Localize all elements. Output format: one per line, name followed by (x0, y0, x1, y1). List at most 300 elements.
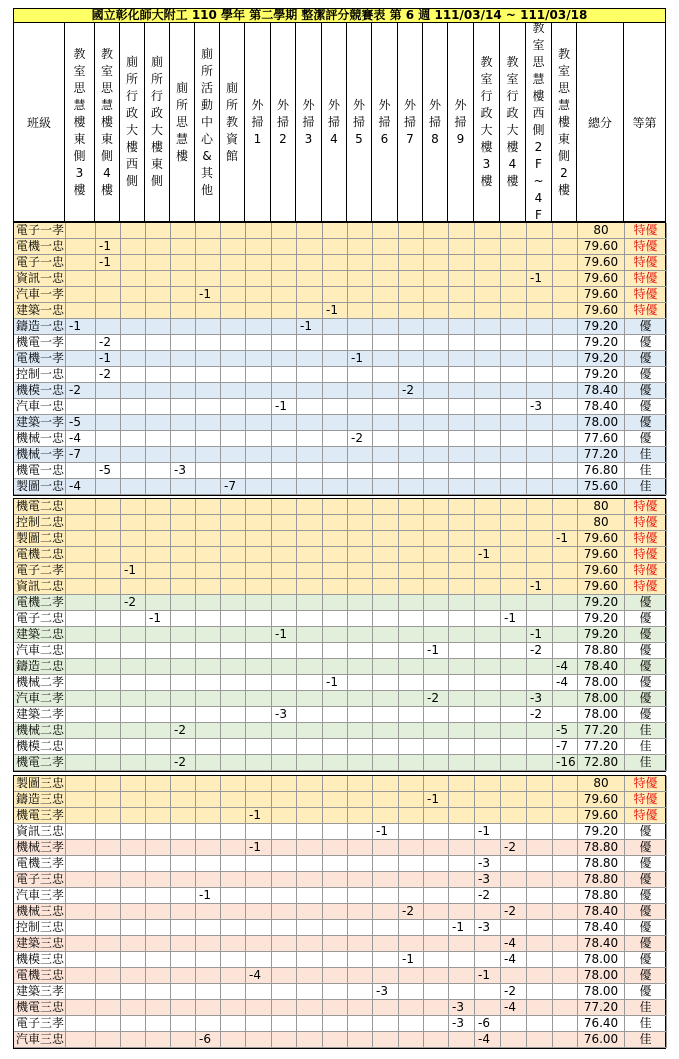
grade-label: 優 (625, 383, 667, 399)
score-cell (449, 824, 475, 840)
score-cell: -4 (501, 952, 527, 968)
score-cell (121, 319, 146, 335)
table-row (14, 479, 665, 495)
score-cell (221, 755, 246, 771)
score-cell (323, 399, 348, 415)
score-cell (96, 531, 121, 547)
score-cell (323, 223, 348, 239)
score-cell (171, 840, 196, 856)
score-cell (221, 499, 246, 515)
score-cell (553, 627, 578, 643)
score-cell (297, 239, 323, 255)
score-cell (146, 968, 171, 984)
class-name: 電機一孝 (16, 351, 65, 365)
score-cell (553, 856, 578, 872)
total-score: 79.60 (578, 579, 625, 595)
score-cell (501, 920, 527, 936)
grade-label: 優 (625, 399, 667, 415)
total-score: 79.60 (578, 547, 625, 563)
score-cell (348, 415, 373, 431)
score-cell (475, 808, 501, 824)
score-cell (527, 723, 553, 739)
grade-label: 佳 (625, 447, 667, 463)
score-cell (171, 920, 196, 936)
score-cell (297, 303, 323, 319)
score-cell (424, 920, 449, 936)
score-cell (399, 319, 424, 335)
score-cell (171, 579, 196, 595)
score-cell (121, 415, 146, 431)
score-cell (527, 415, 553, 431)
total-score: 77.20 (578, 739, 625, 755)
score-cell (501, 643, 527, 659)
table-row (14, 824, 665, 840)
score-cell (297, 515, 323, 531)
score-cell (449, 904, 475, 920)
score-cell (146, 1000, 171, 1016)
score-cell (221, 367, 246, 383)
score-cell (323, 627, 348, 643)
score-cell (501, 431, 527, 447)
grade-label: 優 (625, 595, 667, 611)
score-cell (399, 936, 424, 952)
score-cell (272, 739, 297, 755)
score-cell (449, 723, 475, 739)
score-cell (96, 447, 121, 463)
score-cell (297, 691, 323, 707)
score-cell (272, 936, 297, 952)
score-cell (348, 707, 373, 723)
score-cell (323, 611, 348, 627)
score-cell (553, 872, 578, 888)
score-cell (323, 984, 348, 1000)
grade-label: 優 (625, 319, 667, 335)
score-cell (501, 579, 527, 595)
score-cell (323, 383, 348, 399)
score-cell (323, 952, 348, 968)
score-cell (297, 840, 323, 856)
score-cell (96, 223, 121, 239)
score-cell (171, 319, 196, 335)
score-cell: -2 (399, 904, 424, 920)
score-cell (373, 1032, 399, 1048)
score-cell (449, 755, 475, 771)
score-cell (527, 239, 553, 255)
score-cell: -1 (527, 271, 553, 287)
score-cell (171, 691, 196, 707)
table-row (14, 531, 665, 547)
score-cell (399, 776, 424, 792)
score-cell (121, 447, 146, 463)
score-cell (272, 856, 297, 872)
score-cell (297, 872, 323, 888)
score-cell (272, 463, 297, 479)
score-cell (553, 515, 578, 531)
score-cell (297, 415, 323, 431)
total-score: 78.40 (578, 920, 625, 936)
score-cell (373, 515, 399, 531)
total-score: 78.80 (578, 856, 625, 872)
score-cell (373, 952, 399, 968)
class-name: 電機一忠 (16, 239, 65, 253)
score-cell (323, 936, 348, 952)
score-cell (66, 1032, 96, 1048)
score-cell (246, 399, 272, 415)
score-cell: -3 (475, 872, 501, 888)
score-cell (449, 776, 475, 792)
score-cell (196, 856, 221, 872)
score-cell (66, 255, 96, 271)
score-cell (501, 659, 527, 675)
score-cell (475, 223, 501, 239)
grade-label: 優 (625, 675, 667, 691)
score-cell (297, 659, 323, 675)
score-cell (399, 1000, 424, 1016)
score-cell (196, 904, 221, 920)
class-name: 機電三忠 (16, 1000, 65, 1014)
class-name: 汽車三孝 (16, 888, 65, 902)
score-cell (475, 563, 501, 579)
score-cell (373, 595, 399, 611)
score-cell (171, 223, 196, 239)
score-cell: -4 (553, 659, 578, 675)
class-name: 機械一孝 (16, 447, 65, 461)
score-cell: -4 (553, 675, 578, 691)
score-cell (373, 547, 399, 563)
score-cell (246, 223, 272, 239)
score-cell (297, 675, 323, 691)
score-cell: -1 (527, 627, 553, 643)
score-cell (246, 1000, 272, 1016)
score-cell (171, 563, 196, 579)
header-col-14: 外 掃 7 (398, 23, 423, 222)
score-cell (449, 303, 475, 319)
score-cell (449, 984, 475, 1000)
score-cell (297, 936, 323, 952)
score-cell (399, 984, 424, 1000)
score-cell (171, 888, 196, 904)
score-cell (373, 383, 399, 399)
score-cell (196, 627, 221, 643)
score-cell (424, 856, 449, 872)
table-row (14, 303, 665, 319)
score-cell: -2 (66, 383, 96, 399)
score-cell (171, 936, 196, 952)
score-cell: -2 (527, 707, 553, 723)
score-cell (348, 643, 373, 659)
score-cell: -2 (424, 691, 449, 707)
total-score: 76.00 (578, 1032, 625, 1048)
score-cell (246, 367, 272, 383)
score-cell: -1 (246, 840, 272, 856)
score-cell (246, 723, 272, 739)
score-cell (297, 984, 323, 1000)
table-row (14, 643, 665, 659)
score-cell (323, 888, 348, 904)
score-cell (196, 723, 221, 739)
table-row (14, 675, 665, 691)
score-cell (221, 659, 246, 675)
score-cell (348, 1032, 373, 1048)
score-cell (121, 856, 146, 872)
score-cell (196, 383, 221, 399)
score-cell (121, 579, 146, 595)
score-cell (272, 531, 297, 547)
class-name: 電子二孝 (16, 563, 65, 577)
score-cell (196, 547, 221, 563)
total-score: 77.60 (578, 431, 625, 447)
score-cell (373, 351, 399, 367)
header-col-11: 外 掃 4 (322, 23, 347, 222)
score-cell (323, 415, 348, 431)
score-cell (501, 287, 527, 303)
score-cell (501, 872, 527, 888)
score-cell (373, 872, 399, 888)
score-cell: -1 (553, 531, 578, 547)
score-cell (424, 707, 449, 723)
score-cell (527, 920, 553, 936)
score-cell (373, 904, 399, 920)
score-cell (399, 415, 424, 431)
score-cell (449, 872, 475, 888)
score-cell (553, 936, 578, 952)
score-cell (399, 335, 424, 351)
score-cell (221, 287, 246, 303)
score-cell (297, 595, 323, 611)
grade-label: 特優 (625, 531, 667, 547)
score-cell (272, 611, 297, 627)
score-cell (527, 675, 553, 691)
score-cell (66, 936, 96, 952)
score-cell (475, 611, 501, 627)
score-cell (399, 691, 424, 707)
score-cell (272, 643, 297, 659)
score-cell (246, 499, 272, 515)
score-cell (424, 303, 449, 319)
score-cell (449, 335, 475, 351)
score-cell (348, 691, 373, 707)
score-cell: -2 (475, 888, 501, 904)
score-cell (449, 840, 475, 856)
score-cell (246, 271, 272, 287)
class-name: 機械三忠 (16, 904, 65, 918)
score-cell (246, 739, 272, 755)
score-cell (553, 776, 578, 792)
score-cell (399, 611, 424, 627)
score-cell (272, 479, 297, 495)
score-cell (297, 808, 323, 824)
grade-label: 優 (625, 707, 667, 723)
score-cell (246, 952, 272, 968)
score-cell: -1 (96, 351, 121, 367)
score-cell (373, 888, 399, 904)
score-cell (501, 1016, 527, 1032)
score-cell (399, 351, 424, 367)
score-cell: -2 (348, 431, 373, 447)
score-cell (221, 643, 246, 659)
score-cell (66, 888, 96, 904)
score-cell (146, 824, 171, 840)
score-cell (66, 824, 96, 840)
score-cell (272, 659, 297, 675)
score-cell (348, 479, 373, 495)
score-cell (501, 367, 527, 383)
score-cell (475, 319, 501, 335)
table-row (14, 611, 665, 627)
score-cell (96, 872, 121, 888)
score-cell (399, 792, 424, 808)
score-cell (96, 952, 121, 968)
header-col-9: 外 掃 2 (271, 23, 296, 222)
score-cell (553, 319, 578, 335)
score-cell (221, 1000, 246, 1016)
score-cell (171, 675, 196, 691)
score-cell (146, 531, 171, 547)
grade-label: 優 (625, 415, 667, 431)
table-row (14, 755, 665, 771)
score-cell (246, 415, 272, 431)
score-cell (424, 1000, 449, 1016)
score-cell (221, 1016, 246, 1032)
class-name: 機電二孝 (16, 755, 65, 769)
score-cell (66, 499, 96, 515)
score-cell (66, 531, 96, 547)
score-cell (171, 824, 196, 840)
score-cell (424, 515, 449, 531)
score-cell (373, 808, 399, 824)
score-cell (475, 303, 501, 319)
score-cell (196, 1016, 221, 1032)
score-cell (146, 739, 171, 755)
table-row (14, 627, 665, 643)
score-cell (171, 872, 196, 888)
score-cell (96, 287, 121, 303)
score-cell (323, 856, 348, 872)
score-cell: -1 (424, 792, 449, 808)
score-cell (146, 675, 171, 691)
score-cell (399, 255, 424, 271)
score-cell: -2 (501, 904, 527, 920)
score-cell: -4 (66, 479, 96, 495)
score-cell (373, 255, 399, 271)
score-cell (272, 904, 297, 920)
score-cell (171, 255, 196, 271)
table-row (14, 856, 665, 872)
score-cell (501, 888, 527, 904)
score-cell (196, 707, 221, 723)
score-cell (553, 303, 578, 319)
total-score: 79.20 (578, 335, 625, 351)
score-cell (449, 239, 475, 255)
score-cell (424, 968, 449, 984)
grade-label: 優 (625, 351, 667, 367)
total-score: 79.20 (578, 824, 625, 840)
header-col-4: 廁 所 行 政 大 樓 東 側 (145, 23, 170, 222)
table-row (14, 223, 665, 239)
score-cell (373, 463, 399, 479)
score-cell (424, 367, 449, 383)
score-cell (553, 824, 578, 840)
score-cell (501, 792, 527, 808)
table-row (14, 707, 665, 723)
header-col-12: 外 掃 5 (347, 23, 372, 222)
grade-label: 佳 (625, 723, 667, 739)
score-cell (424, 675, 449, 691)
score-cell (348, 840, 373, 856)
score-cell (553, 499, 578, 515)
header-col-10: 外 掃 3 (296, 23, 322, 222)
score-cell (196, 643, 221, 659)
score-cell (146, 792, 171, 808)
score-cell (348, 888, 373, 904)
score-cell (221, 415, 246, 431)
score-cell (373, 223, 399, 239)
score-cell (66, 920, 96, 936)
score-cell (272, 968, 297, 984)
score-cell (373, 431, 399, 447)
score-cell (348, 792, 373, 808)
header-col-18: 教 室 行 政 大 樓 4 樓 (500, 23, 526, 222)
score-cell (501, 447, 527, 463)
total-score: 79.60 (578, 792, 625, 808)
score-cell (527, 904, 553, 920)
score-cell (475, 367, 501, 383)
score-cell (297, 611, 323, 627)
score-cell (424, 611, 449, 627)
score-cell (221, 691, 246, 707)
score-cell (96, 888, 121, 904)
class-name: 機模二忠 (16, 739, 65, 753)
score-cell (373, 856, 399, 872)
score-cell (348, 723, 373, 739)
score-cell (272, 595, 297, 611)
table-row (14, 1000, 665, 1016)
score-cell (66, 563, 96, 579)
score-cell (475, 255, 501, 271)
score-cell (221, 611, 246, 627)
score-cell: -3 (171, 463, 196, 479)
table-row (14, 255, 665, 271)
score-cell (553, 415, 578, 431)
score-cell (373, 627, 399, 643)
score-cell (424, 255, 449, 271)
score-cell (475, 499, 501, 515)
score-cell (297, 499, 323, 515)
score-cell (297, 627, 323, 643)
score-cell (196, 499, 221, 515)
score-cell: -1 (96, 239, 121, 255)
score-cell (424, 1016, 449, 1032)
class-name: 鑄造二忠 (16, 659, 65, 673)
score-cell (399, 479, 424, 495)
score-cell (246, 659, 272, 675)
grade-label: 特優 (625, 303, 667, 319)
grade-label: 佳 (625, 1000, 667, 1016)
grade-label: 特優 (625, 579, 667, 595)
score-cell (449, 547, 475, 563)
score-cell (297, 888, 323, 904)
score-cell (449, 739, 475, 755)
table-row (14, 367, 665, 383)
score-cell (272, 287, 297, 303)
score-cell (146, 431, 171, 447)
score-cell (196, 415, 221, 431)
score-cell (449, 952, 475, 968)
class-name: 電機三忠 (16, 968, 65, 982)
score-cell (121, 479, 146, 495)
score-cell (221, 579, 246, 595)
score-cell: -2 (399, 383, 424, 399)
